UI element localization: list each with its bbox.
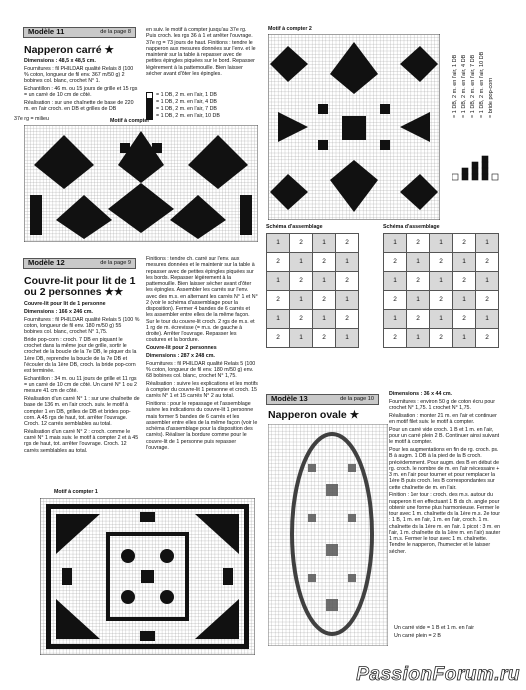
m11-title: Napperon carré ★ [24, 44, 114, 56]
m12-col1-0: Couvre-lit pour lit de 1 personne [24, 301, 106, 307]
m12-col2 [146, 256, 258, 453]
schema-cell: 1 [290, 253, 313, 272]
schema-row [267, 291, 359, 310]
schema-cell: 2 [267, 329, 290, 348]
schema-row [384, 310, 499, 329]
schema-cell: 1 [336, 253, 359, 272]
schema-cell: 2 [290, 310, 313, 329]
schema-cell: 2 [407, 310, 430, 329]
m12-col1-1: Dimensions : 166 x 246 cm. [24, 308, 93, 315]
m12-motif1-label: Motif à compter 1 [54, 489, 98, 495]
m11-legend-0: = 1 DB, 2 m. en l'air, 1 DB [156, 92, 217, 99]
m11-stitch-key [452, 142, 502, 182]
m11-legend [146, 92, 258, 120]
schema-cell: 1 [267, 310, 290, 329]
m13-text-3: Pour un carré vide croch. 1 B et 1 m. en l'air, pour un carré plein 2 B. Continuer ainsi suivant le motif à compter. [389, 426, 500, 446]
schema-cell: 1 [476, 310, 499, 329]
m13-text-2: Réalisation : monter 21 m. en l'air et continuer en motif filet suiv. le motif à compter. [389, 412, 497, 425]
m12-col2-3: Fournitures : fil PHILDAR qualité Relais 5 (100 % coton, longueur de fil env. 180 m/50 g) env. 68 bobines col. blanc, crochet N° 1,75. [146, 360, 256, 379]
schema-cell: 2 [453, 310, 476, 329]
m11-echantillon: Echantillon : 46 m. ou 15 jours de grille et 15 rgs = un carré de 10 cm de côté. [24, 86, 138, 99]
m11-row-label: 37e rg = milieu [14, 116, 49, 122]
schema-cell: 2 [267, 291, 290, 310]
schema-cell: 1 [313, 272, 336, 291]
m13-model-label: Modèle 13 [271, 394, 308, 404]
legend-filled-square-icon [146, 99, 153, 106]
schema-row [267, 253, 359, 272]
schema-cell: 1 [430, 272, 453, 291]
schema-cell: 2 [407, 234, 430, 253]
schema-cell: 2 [336, 272, 359, 291]
m11-col2-text: en suiv. le motif à compter jusqu'au 37e rg. Puis croch. les rgs 36 à 1 et arrêter l'ouvrage. 37e rg = 73 jours de haut. Finitions : tendre le napperon aux mesures données sur l'env. et le maintenir sur la table à repasser avec de petites épingles piquées sur le bord. Repasser légèrement à la pattemouille. Bien laisser sécher avant d'ôter les épingles. [146, 27, 256, 77]
m11-col1 [24, 58, 139, 114]
m11-right-legend-1: = 1 DB, 2 m. en l'air, 4 DB [461, 54, 467, 118]
schema-cell: 2 [453, 234, 476, 253]
schema-row [384, 272, 499, 291]
m12-col1-2: Fournitures : fil PHILDAR qualité Relais 5 (100 % coton, longueur de fil env. 180 m/50 g) 55 bobines col. blanc, crochet N° 1,75. [24, 316, 140, 335]
m11-dimensions: Dimensions : 48,5 x 48,5 cm. [24, 58, 96, 64]
schema-cell: 1 [267, 234, 290, 253]
m11-right-legend-3: = 1 DB, 2 m. en l'air, 10 DB [479, 51, 485, 118]
legend-empty-square-icon [146, 92, 153, 99]
schema-cell: 2 [267, 253, 290, 272]
m11-fournitures: Fournitures : fil PHILDAR qualité Relais 8 (100 % coton, longueur de fil env. 367 m/50 g) 2 bobines col. blanc, crochet N° 1. [24, 65, 134, 85]
m11-legend-2: = 1 DB, 2 m. en l'air, 7 DB [156, 106, 217, 113]
m13-oval-chart [268, 424, 388, 646]
schema-cell: 2 [407, 272, 430, 291]
schema-cell: 1 [453, 329, 476, 348]
m11-motif2-chart [268, 34, 440, 220]
m13-page-ref: de la page 10 [340, 396, 374, 403]
m11-right-legend [452, 51, 494, 119]
schema-cell: 1 [407, 253, 430, 272]
schema-cell: 1 [430, 310, 453, 329]
legend-filled-square-icon [146, 106, 153, 113]
m13-legend [394, 625, 506, 641]
schema-row [267, 310, 359, 329]
m12-col2-1: Couvre-lit pour 2 personnes [146, 345, 217, 351]
m12-col1-6: Réalisation d'un carré N° 2 : croch. comme le carré N° 1 mais suiv. le motif à compter 2 et à 45 rgs de haut, tot. arrêter l'ouvrage. Croch. 12 carrés semblables au total. [24, 428, 139, 454]
m2-pattern [270, 42, 438, 212]
m12-col2-4: Réalisation : suivre les explications et les motifs à compter du couvre-lit 1 personne et croch. 15 carrés N° 1 et 15 carrés N° 2 au total. [146, 380, 258, 400]
m11-model-label: Modèle 11 [28, 27, 65, 37]
schema-row [267, 234, 359, 253]
schema1-label: Schéma d'assemblage [266, 224, 323, 230]
schema-row [267, 329, 359, 348]
schema-cell: 2 [430, 291, 453, 310]
m12-col1-3: Bride pop-corn : croch. 7 DB en piquant le crochet dans la même jour de grille, sortir le crochet de la boucle de la 7e DB, le piquer ds la 1ère DB, reprendre la boucle de la 7e DB et l'écouler ds la 1ère DB, croch. la bride pop-corn est terminée. [24, 336, 137, 374]
schema-cell: 2 [453, 272, 476, 291]
m11-legend-3: = 1 DB, 2 m. en l'air, 10 DB [156, 113, 220, 120]
schema-cell: 1 [267, 272, 290, 291]
m12-header [23, 258, 136, 269]
m11-right-legend-4: = bride pop-corn [488, 77, 494, 118]
schema-cell: 1 [336, 291, 359, 310]
schema-cell: 2 [336, 234, 359, 253]
schema2-label: Schéma d'assemblage [383, 224, 440, 230]
schema-cell: 1 [407, 291, 430, 310]
m12-title: Couvre-lit pour lit de 1 ou 2 personnes ★★ [24, 275, 136, 299]
schema-cell: 1 [476, 272, 499, 291]
schema-cell: 1 [430, 234, 453, 253]
schema-cell: 1 [290, 291, 313, 310]
m11-header [23, 27, 136, 38]
m11-page-ref: de la page 8 [100, 29, 131, 36]
schema-cell: 2 [476, 329, 499, 348]
m12-model-label: Modèle 12 [28, 258, 65, 268]
schema-row [384, 234, 499, 253]
schema-cell: 1 [407, 329, 430, 348]
schema-cell: 1 [384, 234, 407, 253]
schema-row [267, 272, 359, 291]
schema-cell: 1 [453, 291, 476, 310]
schema1-grid [266, 233, 359, 348]
m12-col1 [24, 301, 140, 455]
m12-col2-0: Finitions : tendre ch. carré sur l'env. aux mesures données et le maintenir sur la table à repasser avec de petites épingles piquées sur les bords. Repasser légèrement à la pattemouille. Bien laisser sécher avant d'ôter les épingles. Assembler les carrés sur l'env. avec des m.s. en alternant les carrés N° 1 et N° 2 (voir le schéma d'assemblage pour la disposition). Fermer 4 bandes de 6 carrés et les assembler entre elles de la même façon. Sur le tour du couvre-lit croch. 2 rgs de m.s. et 1 rg de m. écrevisse (= m.s. de gauche à droite). Arrêter l'ouvrage. Repasser les coutures et la bordure. [146, 256, 258, 344]
schema-cell: 2 [384, 329, 407, 348]
schema-cell: 1 [476, 234, 499, 253]
m13-legend-0: Un carré vide = 1 B et 1 m. en l'air [394, 625, 475, 631]
m13-text [389, 391, 501, 556]
schema-cell: 2 [384, 253, 407, 272]
m12-col2-5: Finitions : pour le repassage et l'assemblage suivre les indications du couvre-lit 1 personne mais former 5 bandes de 6 carrés et les assembler entre elles de la même façon (voir le schéma d'assemblage pour la disposition des carrés). Réaliser la bordure comme pour le couvre-lit de 1 personne puis repasser l'ouvrage. [146, 401, 258, 451]
m13-text-4: Pour les augmentations en fin de rg. croch. ps. B à augm. 1 DB à la pied de la B croch. précédemment. Pour augm. des B en début de rg. croch. le nombre de m. en l'air nécessaire + 3 m. en l'air pour tourner et pour remplacer la 1ère B puis croch. les B correspondantes sur cette chaînette de m. en l'air. [389, 447, 500, 491]
m12-motif1-chart [40, 498, 255, 655]
m11-right-legend-0: = 1 DB, 2 m. en l'air, 1 DB [452, 54, 458, 118]
schema-cell: 2 [336, 310, 359, 329]
m12-col1-4: Echantillon : 34 m. ou 11 jours de grille et 11 rgs = un carré de 10 cm de côté. Un carré N° 1 ou 2 mesure 41 cm de côté. [24, 375, 137, 395]
schema-cell: 2 [290, 272, 313, 291]
schema-row [384, 253, 499, 272]
m11-right-legend-2: = 1 DB, 2 m. en l'air, 7 DB [470, 54, 476, 118]
schema-cell: 2 [430, 329, 453, 348]
schema-cell: 1 [453, 253, 476, 272]
m13-title: Napperon ovale ★ [268, 409, 360, 421]
m11-legend-1: = 1 DB, 2 m. en l'air, 4 DB [156, 99, 217, 106]
schema-cell: 2 [476, 291, 499, 310]
schema-cell: 2 [384, 291, 407, 310]
schema-cell: 2 [313, 329, 336, 348]
m13-header [266, 394, 379, 405]
schema-cell: 1 [290, 329, 313, 348]
schema-cell: 1 [384, 272, 407, 291]
m13-text-1: Fournitures : environ 50 g de coton écru pour crochet N° 1,75. 1 crochet N° 1,75. [389, 398, 495, 411]
m11-col2 [146, 27, 258, 79]
schema-cell: 1 [384, 310, 407, 329]
m12-col1-5: Réalisation d'un carré N° 1 : sur une chaînette de base de 136 m. en l'air croch. suiv. le motif à compter 1 en DB, grilles de DB et brides pop-corn. A 45 rgs de haut, tot. arrêter l'ouvrage. Croch. 12 carrés semblables au total. [24, 396, 140, 427]
schema-cell: 1 [313, 234, 336, 253]
schema-row [384, 329, 499, 348]
schema2-grid [383, 233, 499, 348]
schema-row [384, 291, 499, 310]
m12-col2-2: Dimensions : 287 x 248 cm. [146, 352, 215, 359]
m13-legend-1: Un carré plein = 2 B [394, 632, 441, 639]
band-pattern [30, 131, 252, 239]
schema-cell: 2 [430, 253, 453, 272]
m11-motif-label: Motif à compter [110, 118, 150, 124]
schema-cell: 1 [336, 329, 359, 348]
schema-cell: 1 [313, 310, 336, 329]
schema-cell: 2 [313, 291, 336, 310]
schema-cell: 2 [313, 253, 336, 272]
m11-motif2-label: Motif à compter 2 [268, 26, 312, 32]
m13-text-5: Finition : 1er tour : croch. des m.s. autour du napperon tt en effectuant 1 B ds ch. angle pour obtenir une forme plus harmonieuse. Fermer le tour avec 1 m. chaînette ds la 1ère m.s. 2e tour : 1 B, 1 m. en l'air, 1 m. en l'air, croch. 1 m. chaînette ds la 1ère m. en l'air. 1 picot : 3 m. en l'air, 1 m. chaînette ds la 1ère m. en l'air) sauter 1 m.s. Fermer le tour avec 1 m. chaînette. Tendre le napperon, l'humecter et le laisser sécher. [389, 492, 501, 555]
m12-page-ref: de la page 9 [100, 260, 131, 267]
m13-text-0: Dimensions : 36 x 44 cm. [389, 391, 453, 397]
schema-cell: 2 [476, 253, 499, 272]
m11-realisation: Réalisation : sur une chaînette de base de 220 m. en l'air croch. en DB et grilles de DB [24, 100, 134, 113]
watermark-logo: PassionForum.ru [356, 663, 520, 685]
schema-cell: 2 [290, 234, 313, 253]
m11-band-chart [24, 125, 258, 242]
